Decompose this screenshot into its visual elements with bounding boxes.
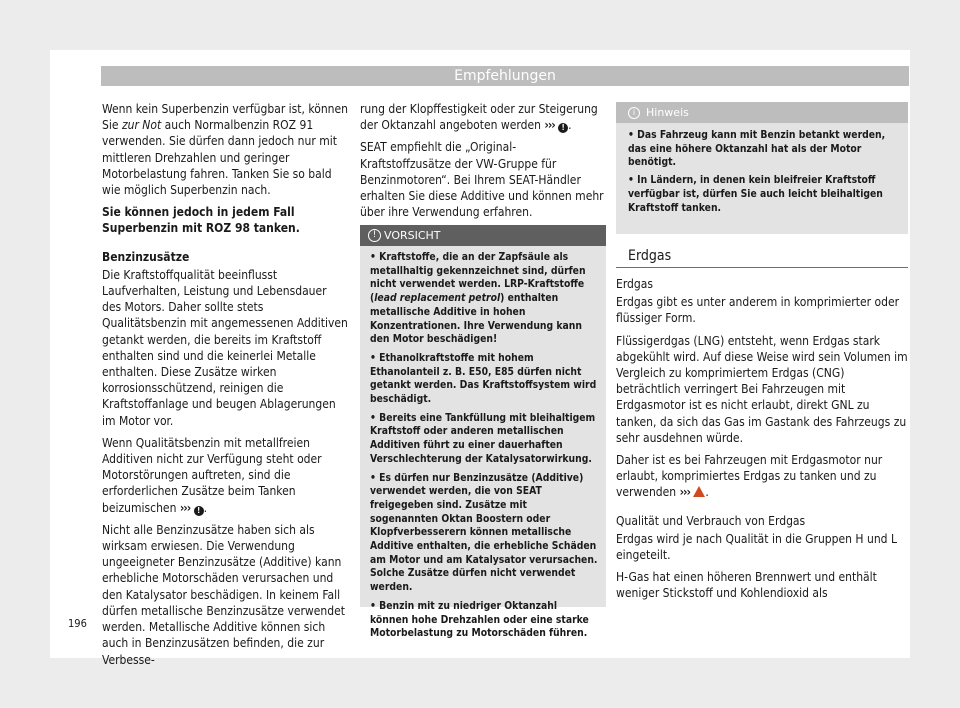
note-box (616, 102, 908, 234)
exclamation-circle-icon: ! (368, 229, 381, 242)
page-header: Empfehlungen (101, 66, 909, 86)
note-item: • In Ländern, in denen kein bleifreier Kraftstoff verfügbar ist, dürfen Sie auch leicht bleihaltigen Kraftstoff tanken. (628, 174, 883, 214)
cross-reference-arrow[interactable]: ››› (679, 485, 690, 500)
paragraph: Erdgas wird je nach Qualität in die Gruppen H und L eingeteilt. (616, 531, 897, 563)
caution-box (360, 225, 606, 640)
subheading: Erdgas (616, 277, 653, 291)
caution-dot-icon: ! (194, 506, 204, 516)
paragraph: Nicht alle Benzinzusätze haben sich als wirksam erwiesen. Die Verwendung ungeeigneter Benzinzusätze (Additive) kann erhebliche Motorschäden verursachen und den Katalysator beschädigen. In keinem Fall dürfen metallische Benzinzusätze verwendet werden. Metallische Additive können sich auch in Benzinzusätzen befinden, die zur Verbesse- (102, 522, 345, 667)
subheading: Benzinzusätze (102, 249, 190, 264)
manual-page (50, 50, 910, 667)
cross-reference-arrow[interactable]: ››› (179, 500, 191, 515)
column-right (616, 276, 908, 608)
paragraph: Wenn Qualitätsbenzin mit metallfreien Additiven nicht zur Verfügung steht oder Motorstörungen auftreten, sind die erforderlichen Zusätze beim Tanken beizumischen ››› ! . (102, 435, 322, 515)
paragraph: rung der Klopffestigkeit oder zur Steigerung der Oktanzahl angeboten werden ››› ! . (360, 102, 598, 133)
caution-box-header (360, 225, 606, 246)
subheading: Qualität und Verbrauch von Erdgas (616, 513, 806, 528)
paragraph: Die Kraftstoffqualität beeinflusst Laufverhalten, Leistung und Lebensdauer des Motors. Daher sollte stets Qualitätsbenzin mit angemessenen Additiven getankt werden, die bereits im Kraftstoff enthalten sind und die keinerlei Metalle enthalten. Diese Zusätze wirken korrosionsschützend, reinigen die Kraftstoffanlage und beugen Ablagerungen im Motor vor. (102, 267, 348, 428)
section-heading: Erdgas (616, 244, 908, 268)
caution-dot-icon: ! (558, 123, 568, 133)
caution-item: • Bereits eine Tankfüllung mit bleihaltigem Kraftstoff oder anderen metallischen Additiven führt zu einer dauerhaften Verschlechterung der Katalysatorwirkung. (370, 411, 596, 465)
info-circle-icon: i (628, 107, 640, 119)
note-box-title: Hinweis (646, 106, 689, 119)
paragraph: Daher ist es bei Fahrzeugen mit Erdgasmotor nur erlaubt, komprimiertes Erdgas zu tanken und zu verwenden ››› . (616, 453, 883, 500)
caution-box-title: VORSICHT (384, 229, 441, 242)
warning-triangle-icon (693, 486, 705, 497)
cross-reference-arrow[interactable]: ››› (544, 118, 555, 133)
note-item: • Das Fahrzeug kann mit Benzin betankt werden, das eine höhere Oktanzahl hat als der Motor benötigt. (628, 129, 886, 169)
paragraph: Flüssigerdgas (LNG) entsteht, wenn Erdgas stark abgekühlt wird. Auf diese Weise wird sein Volumen im Vergleich zu komprimiertem Erdgas (CNG) beträchtlich verringert Bei Fahrzeugen mit Erdgasmotor ist es nicht erlaubt, direkt GNL zu tanken, da sich das Gas im Gastank des Fahrzeugs zu sehr ausdehnen würde. (616, 333, 908, 445)
caution-box-body (360, 246, 606, 641)
caution-item: • Kraftstoffe, die an der Zapfsäule als metallhaltig gekennzeichnet sind, dürfen nicht verwendet werden. LRP-Kraftstoffe (lead replacement petrol) enthalten metallische Additive in hohen Konzentrationen. Ihre Verwendung kann den Motor beschädigen! (370, 251, 586, 346)
paragraph: Erdgas gibt es unter anderem in komprimierter oder flüssiger Form. (616, 295, 900, 326)
paragraph: SEAT empfiehlt die „Original-Kraftstoffzusätze der VW-Gruppe für Benzinmotoren“. Bei Ihrem SEAT-Händler erhalten Sie diese Additive und können mehr über ihre Verwendung erfahren. (360, 140, 604, 220)
paragraph: H-Gas hat einen höheren Brennwert und enthält weniger Stickstoff und Kohlendioxid als (616, 570, 877, 601)
column-middle (360, 101, 606, 226)
note-box-body (616, 123, 908, 215)
note-box-header (616, 102, 908, 123)
column-left (102, 101, 348, 674)
paragraph: Wenn kein Superbenzin verfügbar ist, können Sie zur Not auch Normalbenzin ROZ 91 verwenden. Sie dürfen dann jedoch nur mit mittleren Drehzahlen und geringer Motorbelastung fahren. Tanken Sie so bald wie möglich Superbenzin nach. (102, 102, 348, 198)
caution-item: • Ethanolkraftstoffe mit hohem Ethanolanteil z. B. E50, E85 dürfen nicht getankt werden. Das Kraftstoffsystem wird beschädigt. (370, 351, 597, 406)
page-number: 196 (68, 617, 87, 630)
caution-item: • Es dürfen nur Benzinzusätze (Additive) verwendet werden, die von SEAT freigegeben sind. Zusätze mit sogenannten Oktan Boostern oder Klopfverbesserern können metallische Additive enthalten, die erhebliche Schäden am Motor und am Katalysator verursachen. Solche Zusätze dürfen nicht verwendet werden. (370, 471, 598, 594)
paragraph-bold: Sie können jedoch in jedem Fall Superbenzin mit ROZ 98 tanken. (102, 205, 300, 236)
caution-item: • Benzin mit zu niedriger Oktanzahl können hohe Drehzahlen oder eine starke Motorbelastung zu Motorschäden führen. (370, 599, 589, 640)
